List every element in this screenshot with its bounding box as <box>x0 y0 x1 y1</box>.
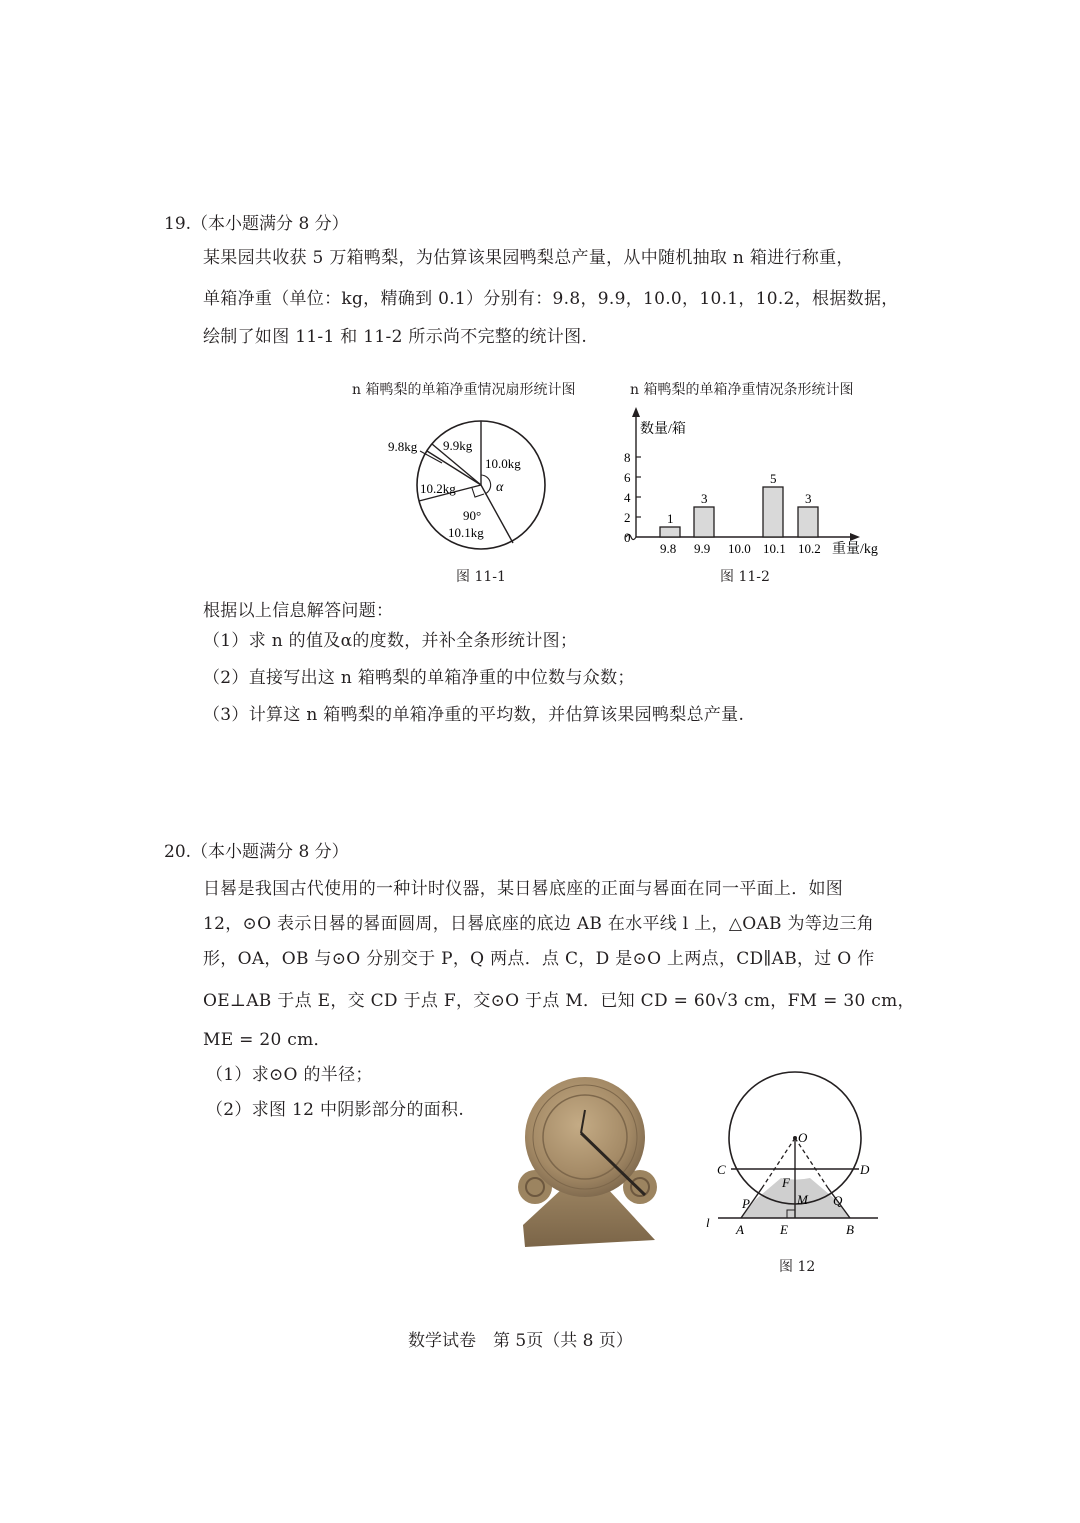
label-p: P <box>742 1196 750 1211</box>
label-q: Q <box>833 1193 843 1208</box>
y-axis-arrow <box>632 407 640 417</box>
q19-line-2: 单箱净重（单位：kg，精确到 0.1）分别有：9.8，9.9，10.0，10.1，10.2，根据数据， <box>203 289 899 309</box>
label-l: l <box>706 1215 710 1230</box>
bar-value-label-9-9: 3 <box>701 491 708 506</box>
bar-chart-marks <box>660 471 821 556</box>
q20-part-1: （1）求⊙O 的半径； <box>206 1065 373 1085</box>
label-o: O <box>798 1130 808 1145</box>
q19-prompt: 根据以上信息解答问题： <box>203 601 394 621</box>
fig11-2-caption: 图 11-2 <box>720 569 770 585</box>
fig11-1-caption: 图 11-1 <box>456 569 506 585</box>
y-tick-label-4: 4 <box>624 490 631 505</box>
label-a: A <box>736 1222 744 1237</box>
bar-10-1 <box>763 487 783 537</box>
q19-part-3: （3）计算这 n 箱鸭梨的单箱净重的平均数，并估算该果园鸭梨总产量. <box>203 705 745 725</box>
pie-label-9-9: 9.9kg <box>443 438 473 453</box>
label-m: M <box>797 1192 808 1207</box>
label-f: F <box>782 1175 790 1190</box>
q20-line-4: OE⊥AB 于点 E，交 CD 于点 F，交⊙O 于点 M．已知 CD = 60√3 cm，FM = 30 cm， <box>203 991 915 1011</box>
pie-radius-upper-left-2 <box>427 451 481 485</box>
y-axis-label: 数量/箱 <box>640 422 686 437</box>
pie-label-alpha: α <box>496 480 504 495</box>
x-axis-arrow <box>850 533 860 541</box>
page-footer: 数学试卷 第 5页（共 8 页） <box>408 1331 633 1351</box>
y-tick-label-0: 0 <box>624 530 631 545</box>
pie-label-10-0: 10.0kg <box>485 456 521 471</box>
alpha-arc <box>481 475 491 494</box>
q20-line-2: 12，⊙O 表示日晷的晷面圆周，日晷底座的底边 AB 在水平线 l 上，△OAB 为等边三角 <box>203 914 875 934</box>
point-o <box>793 1136 797 1140</box>
label-c: C <box>717 1162 726 1177</box>
label-d: D <box>860 1162 870 1177</box>
y-tick-label-2: 2 <box>624 510 631 525</box>
pie-label-10-2: 10.2kg <box>420 481 456 496</box>
q20-line-1: 日晷是我国古代使用的一种计时仪器，某日晷底座的正面与晷面在同一平面上．如图 <box>203 879 844 899</box>
bar-9-8 <box>660 527 680 537</box>
bar-chart-title: n 箱鸭梨的单箱净重情况条形统计图 <box>630 382 854 398</box>
q19-header: 19.（本小题满分 8 分） <box>164 214 349 234</box>
bar-value-label-9-8: 1 <box>667 511 674 526</box>
figure-12-diagram <box>700 1070 890 1250</box>
bar-chart <box>610 405 900 565</box>
pie-chart-title: n 箱鸭梨的单箱净重情况扇形统计图 <box>352 382 576 398</box>
x-tick-label-10-1: 10.1 <box>763 541 786 556</box>
pie-chart <box>380 405 570 575</box>
bar-9-9 <box>694 507 714 537</box>
x-tick-label-10-2: 10.2 <box>798 541 821 556</box>
right-angle-marker <box>472 488 484 497</box>
y-tick-label-6: 6 <box>624 470 631 485</box>
x-tick-label-9-9: 9.9 <box>694 541 711 556</box>
pie-label-10-1: 10.1kg <box>448 525 484 540</box>
q20-line-3: 形，OA，OB 与⊙O 分别交于 P，Q 两点．点 C，D 是⊙O 上两点，CD∥AB，过 O 作 <box>203 949 875 969</box>
fig12-caption: 图 12 <box>779 1259 816 1275</box>
x-tick-label-10-0: 10.0 <box>728 541 751 556</box>
bar-value-label-10-2: 3 <box>805 491 812 506</box>
label-b: B <box>846 1222 854 1237</box>
pie-label-9-8: 9.8kg <box>388 439 418 454</box>
q20-part-2: （2）求图 12 中阴影部分的面积. <box>206 1100 465 1120</box>
q19-part-2: （2）直接写出这 n 箱鸭梨的单箱净重的中位数与众数； <box>203 668 635 688</box>
label-e: E <box>780 1222 788 1237</box>
bar-10-2 <box>798 507 818 537</box>
q19-line-3: 绘制了如图 11-1 和 11-2 所示尚不完整的统计图. <box>203 327 588 347</box>
q19-part-1: （1）求 n 的值及α的度数，并补全条形统计图； <box>203 631 578 651</box>
sundial-photo <box>505 1075 665 1250</box>
q20-line-5: ME = 20 cm． <box>203 1030 331 1050</box>
bar-value-label-10-1: 5 <box>770 471 777 486</box>
x-tick-label-9-8: 9.8 <box>660 541 677 556</box>
pie-label-90-degree: 90° <box>463 508 482 523</box>
y-tick-label-8: 8 <box>624 450 631 465</box>
q19-line-1: 某果园共收获 5 万箱鸭梨，为估算该果园鸭梨总产量，从中随机抽取 n 箱进行称重， <box>203 248 854 268</box>
q20-header: 20.（本小题满分 8 分） <box>164 842 349 862</box>
x-axis-label: 重量/kg <box>832 542 878 557</box>
